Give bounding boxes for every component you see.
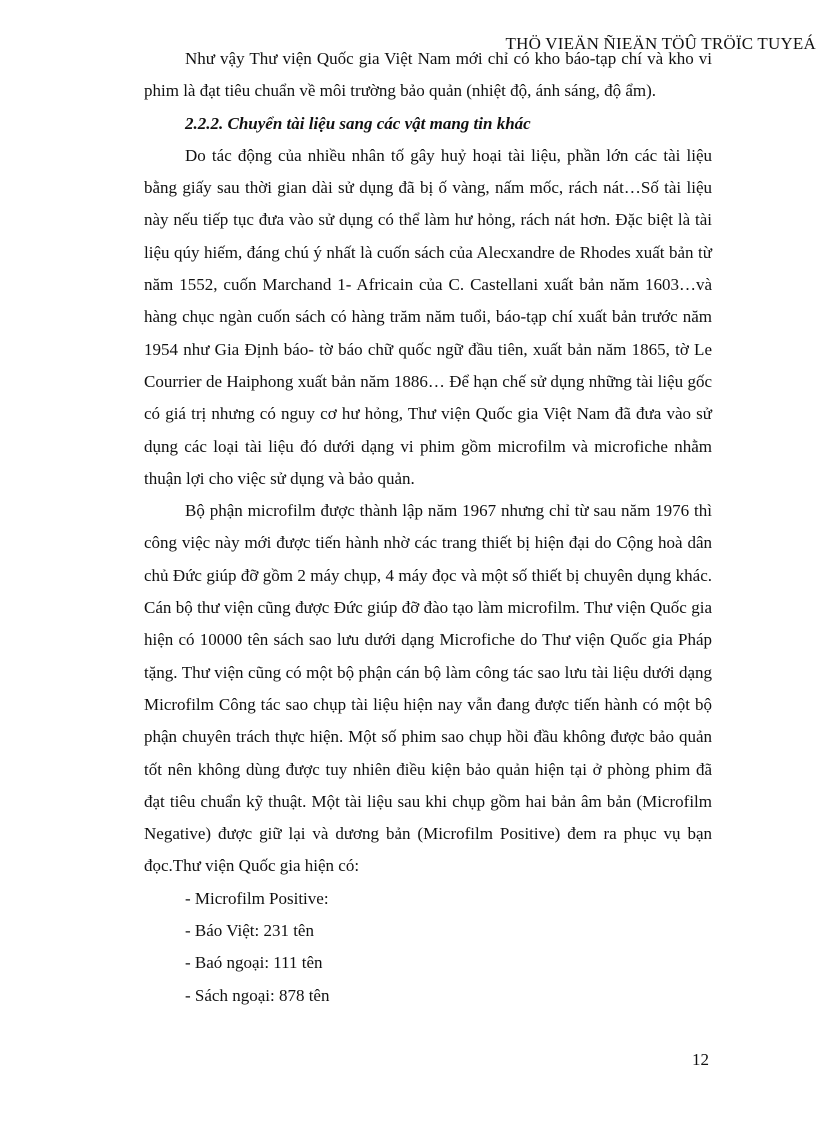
list-item: - Baó ngoại: 111 tên — [185, 953, 323, 973]
document-body — [144, 43, 712, 1012]
page-header: THÖ VIEÄN ÑIEÄN TÖÛ TRÖÏC TUYEÁ — [505, 34, 816, 53]
list-item: - Báo Việt: 231 tên — [185, 921, 314, 941]
section-heading: 2.2.2. Chuyển tài liệu sang các vật mang tin khác — [185, 113, 531, 133]
paragraph-microfilm: Bộ phận microfilm được thành lập năm 1967 nhưng chỉ từ sau năm 1976 thì công việc này mới được tiến hành nhờ các trang thiết bị hiện đại do Cộng hoà dân chủ Đức giúp đỡ gồm 2 máy chụp, 4 máy đọc và một số thiết bị chuyên dụng khác. Cán bộ thư viện cũng được Đức giúp đỡ đào tạo làm microfilm. Thư viện Quốc gia hiện có 10000 tên sách sao lưu dưới dạng Microfiche do Thư viện Quốc gia Pháp tặng. Thư viện cũng có một bộ phận cán bộ làm công tác sao lưu tài liệu dưới dạng Microfilm Công tác sao chụp tài liệu hiện nay vẫn đang được tiến hành có một bộ phận chuyên trách thực hiện. Một số phim sao chụp hồi đầu không được bảo quản tốt nên không dùng được tuy nhiên điều kiện bảo quản hiện tại ở phòng phim đã đạt tiêu chuẩn kỹ thuật. Một tài liệu sau khi chụp gồm hai bản âm bản (Microfilm Negative) được giữ lại và dương bản (Microfilm Positive) đem ra phục vụ bạn đọc.Thư viện Quốc gia hiện có: — [144, 501, 712, 876]
paragraph-intro: Như vậy Thư viện Quốc gia Việt Nam mới chỉ có kho báo-tạp chí và kho vi phim là đạt tiêu chuẩn về môi trường bảo quản (nhiệt độ, ánh sáng, độ ẩm). — [144, 49, 712, 101]
list-item: - Microfilm Positive: — [185, 888, 329, 908]
paragraph-degradation: Do tác động của nhiều nhân tố gây huỷ hoại tài liệu, phần lớn các tài liệu bằng giấy sau thời gian dài sử dụng đã bị ố vàng, nấm mốc, rách nát…Số tài liệu này nếu tiếp tục đưa vào sử dụng có thể làm hư hỏng, rách nát hơn. Đặc biệt là tài liệu qúy hiếm, đáng chú ý nhất là cuốn sách của Alecxandre de Rhodes xuất bản từ năm 1552, cuốn Marchand 1- Africain của C. Castellani xuất bản năm 1603…và hàng chục ngàn cuốn sách có hàng trăm năm tuổi, báo-tạp chí xuất bản trước năm 1954 như Gia Định báo- tờ báo chữ quốc ngữ đầu tiên, xuất bản năm 1865, tờ Le Courrier de Haiphong xuất bản năm 1886… Để hạn chế sử dụng những tài liệu gốc có giá trị nhưng có nguy cơ hư hỏng, Thư viện Quốc gia Việt Nam đã đưa vào sử dụng các loại tài liệu đó dưới dạng vi phim gồm microfilm và microfiche nhằm thuận lợi cho việc sử dụng và bảo quản. — [144, 145, 712, 488]
page-number: 12 — [692, 1050, 709, 1069]
list-item: - Sách ngoại: 878 tên — [185, 985, 330, 1005]
